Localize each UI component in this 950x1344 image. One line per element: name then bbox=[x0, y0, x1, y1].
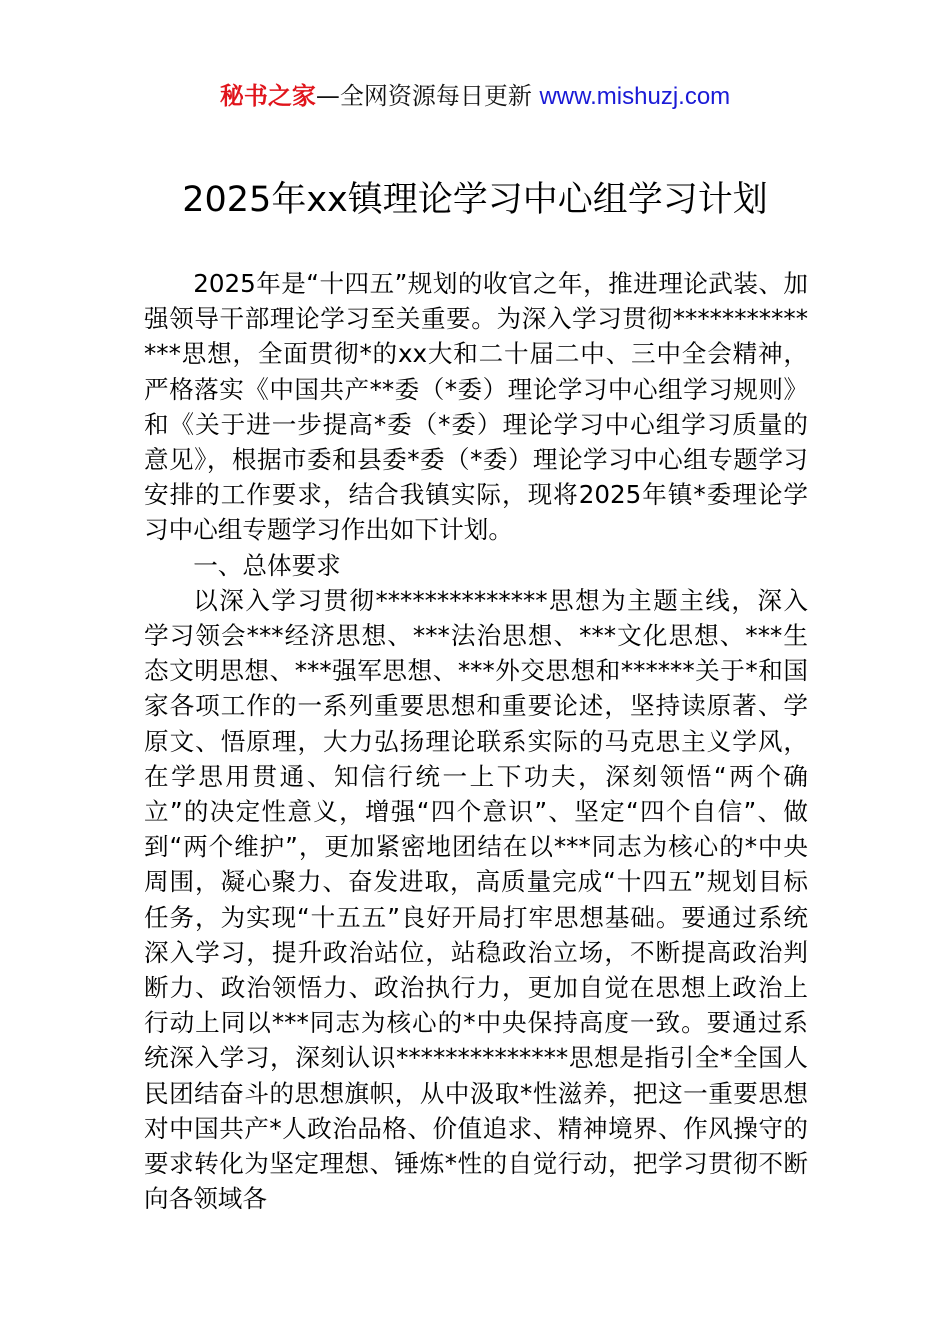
document-body bbox=[144, 266, 808, 1216]
section-paragraph: 以深入学习贯彻**************思想为主题主线，深入学习领会***经济思想、***法治思想、***文化思想、***生态文明思想、***强军思想、***外交思想和******关于*和国家各项工作的一系列重要思想和重要论述，坚持读原著、学原文、悟原理，大力弘扬理论联系实际的马克思主义学风，在学思用贯通、知信行统一上下功夫，深刻领悟“两个确立”的决定性意义，增强“四个意识”、坚定“四个自信”、做到“两个维护”，更加紧密地团结在以***同志为核心的*中央周围，凝心聚力、奋发进取，高质量完成“十四五”规划目标任务，为实现“十五五”良好开局打牢思想基础。要通过系统深入学习，提升政治站位，站稳政治立场，不断提高政治判断力、政治领悟力、政治执行力，更加自觉在思想上政治上行动上同以***同志为核心的*中央保持高度一致。要通过系统深入学习，深刻认识**************思想是指引全*全国人民团结奋斗的思想旗帜，从中汲取*性滋养，把这一重要思想对中国共产*人政治品格、价值追求、精神境界、作风操守的要求转化为坚定理想、锤炼*性的自觉行动，把学习贯彻不断向各领域各 bbox=[144, 585, 808, 1214]
header-tagline: —全网资源每日更新 bbox=[315, 82, 540, 110]
site-header bbox=[0, 78, 950, 115]
section-heading: 一、总体要求 bbox=[193, 550, 341, 580]
site-url-link[interactable]: www.mishuzj.com bbox=[539, 83, 731, 110]
document-title: 2025年xx镇理论学习中心组学习计划 bbox=[182, 180, 768, 220]
brand-name: 秘书之家 bbox=[219, 82, 316, 110]
intro-paragraph: 2025年是“十四五”规划的收官之年，推进理论武装、加强领导干部理论学习至关重要。为深入学习贯彻**************思想，全面贯彻*的xx大和二十届二中、三中全会精神，严格落实《中国共产**委（*委）理论学习中心组学习规则》和《关于进一步提高*委（*委）理论学习中心组学习质量的意见》，根据市委和县委*委（*委）理论学习中心组专题学习安排的工作要求，结合我镇实际，现将2025年镇*委理论学习中心组专题学习作出如下计划。 bbox=[144, 269, 808, 545]
